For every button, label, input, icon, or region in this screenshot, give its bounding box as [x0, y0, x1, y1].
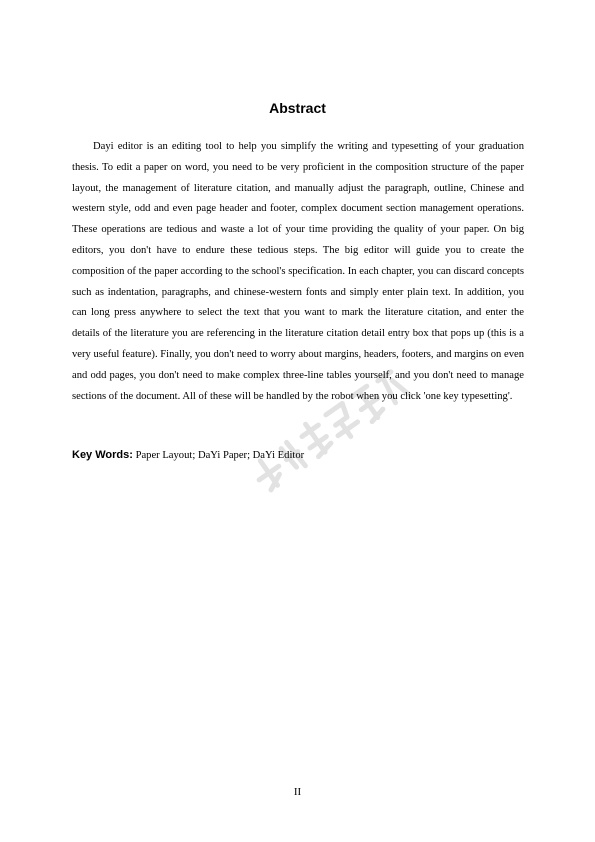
- keywords-value: Paper Layout; DaYi Paper; DaYi Editor: [132, 450, 305, 461]
- abstract-body: Dayi editor is an editing tool to help you simplify the writing and typesetting of your graduation thesis. To edit a paper on word, you need to be very proficient in the composition structure of the paper layout, the management of literature citation, and manually adjust the paragraph, outline, Chinese and western style, odd and even page header and footer, complex document section management operations. These operations are tedious and waste a lot of your time providing the quality of your paper. On big editors, you don't have to endure these tedious steps. The big editor will guide you to create the composition of the paper according to the school's specification. In each chapter, you can discard concepts such as indentation, paragraphs, and chinese-western fonts and simply enter plain text. In addition, you can long press anywhere to select the text that you want to mark the literature citation, and enter the details of the literature you are referencing in the literature citation detail entry box that pops up (this is a very useful feature). Finally, you don't need to worry about margins, headers, footers, and margins on even and odd pages, you don't need to make complex three-line tables yourself, and you don't need to manage sections of the document. All of these will be handled by the robot when you click 'one key typesetting'.: [72, 141, 524, 402]
- page-number: II: [293, 786, 302, 798]
- keywords-label: Key Words:: [72, 449, 133, 461]
- abstract-title: Abstract: [269, 100, 326, 116]
- watermark-logo-icon: [228, 348, 418, 498]
